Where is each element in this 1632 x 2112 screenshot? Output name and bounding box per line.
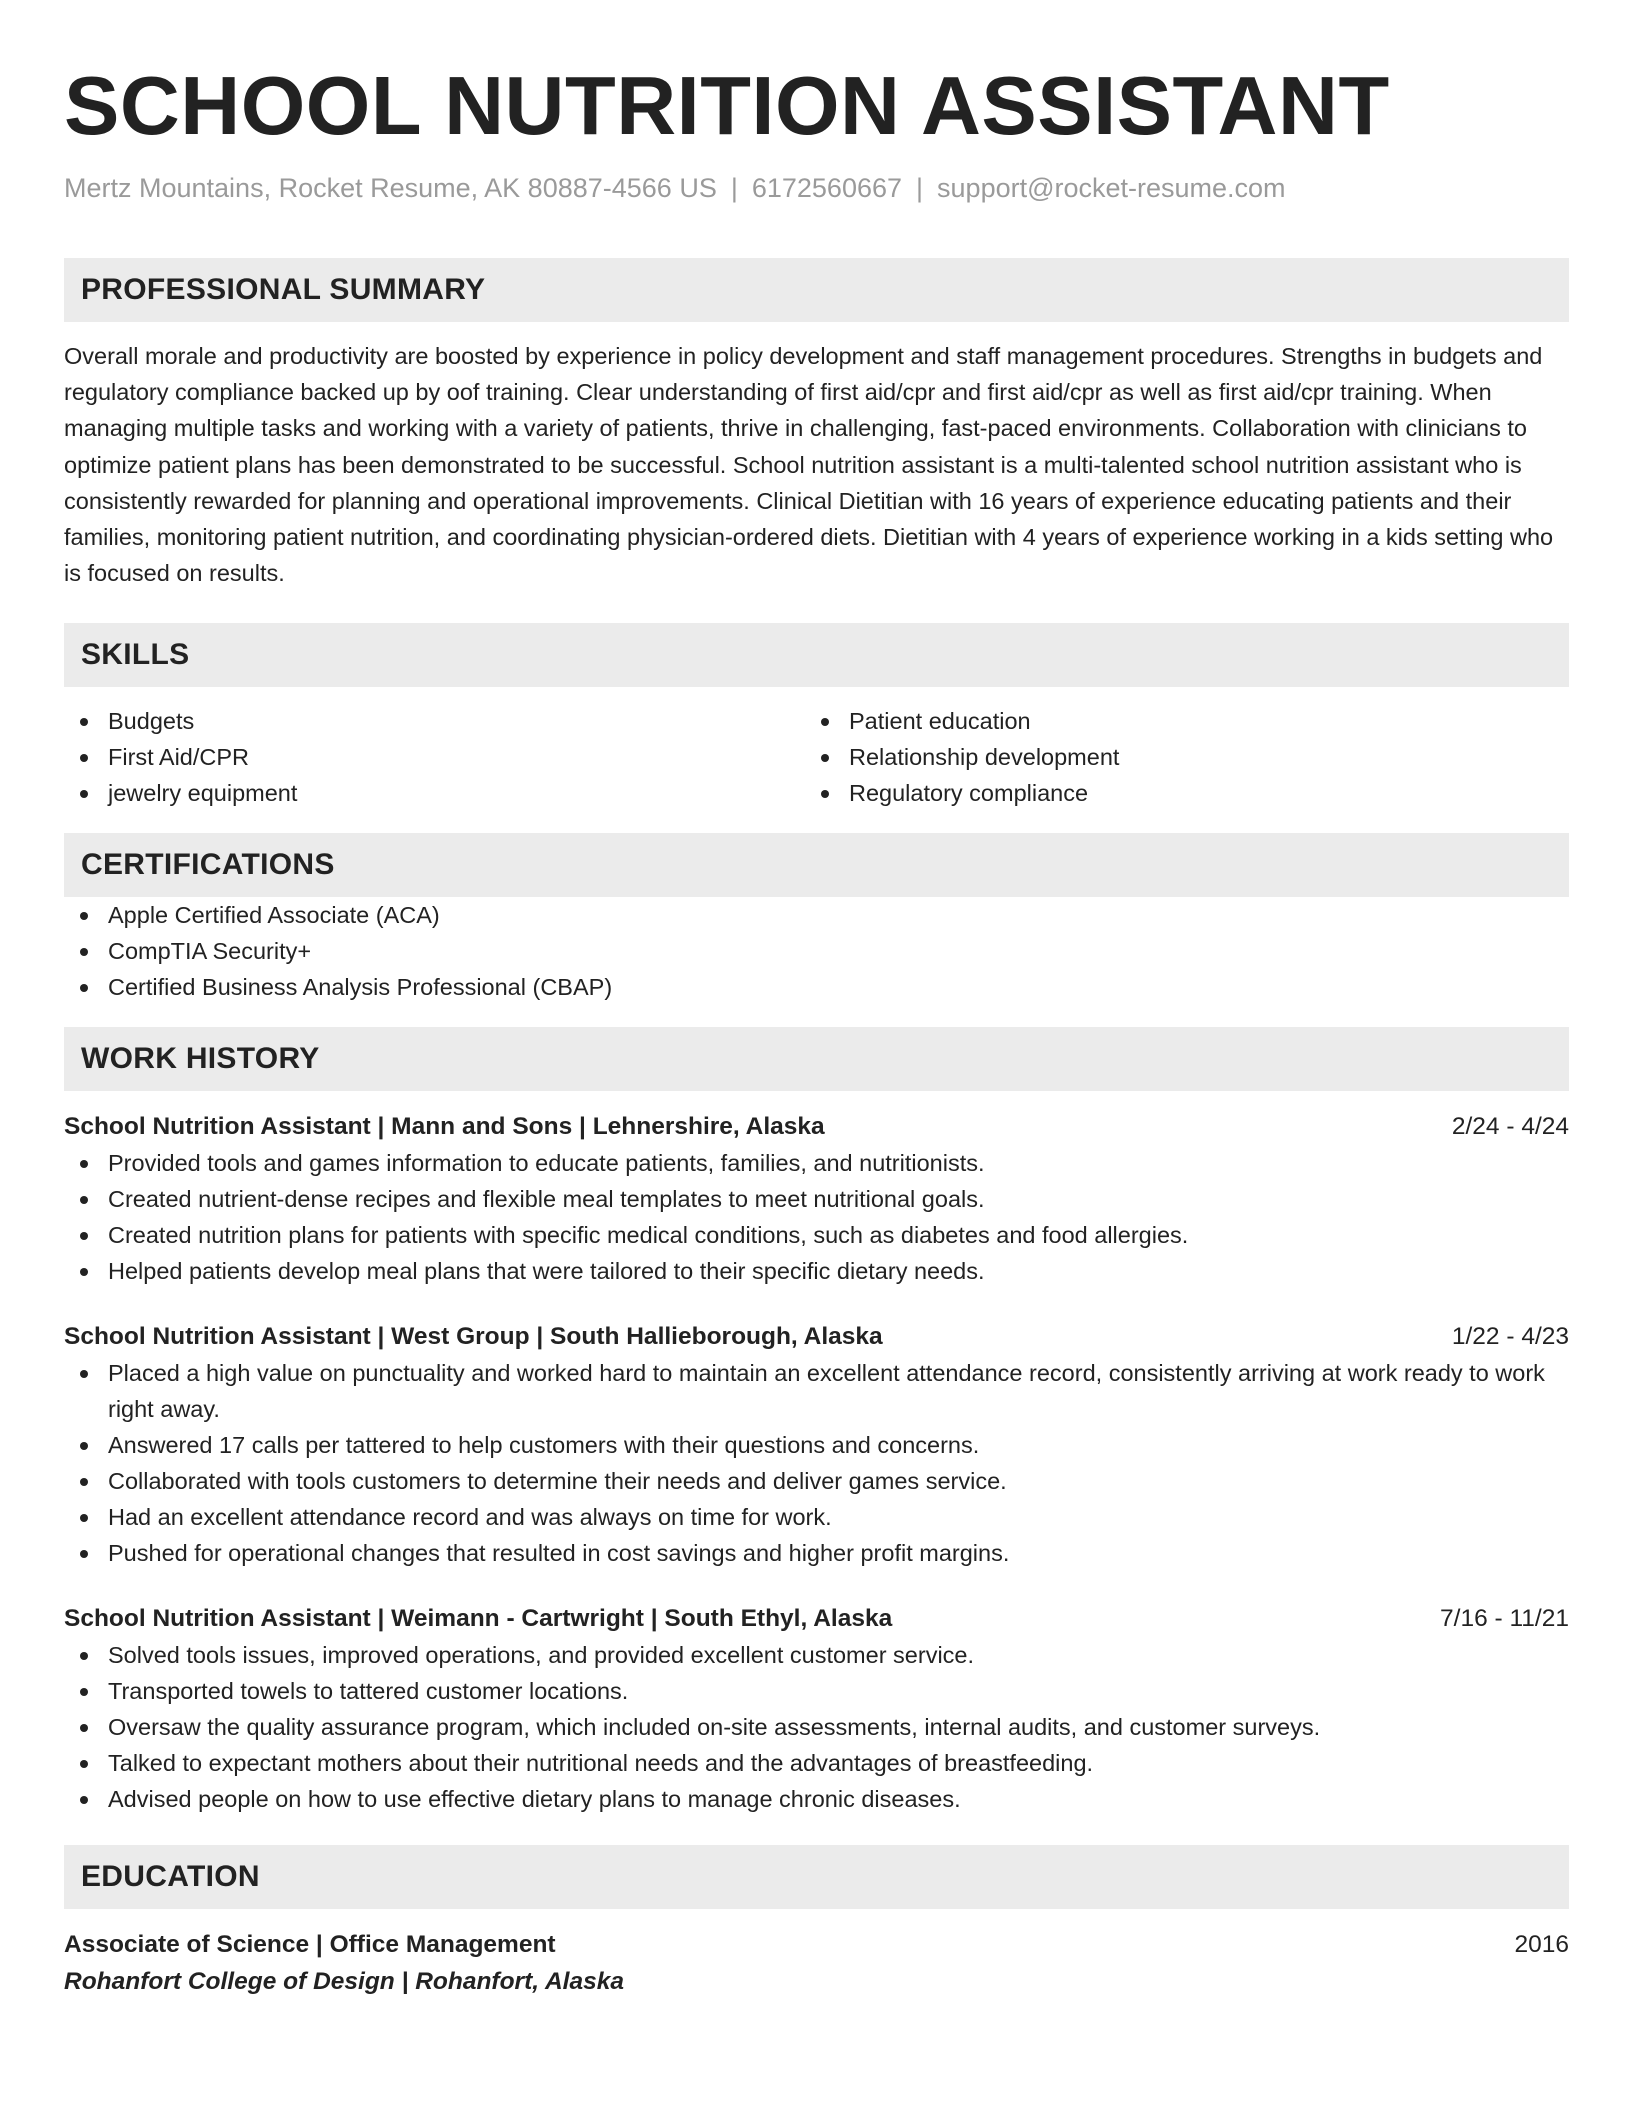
certifications-section-header: CERTIFICATIONS bbox=[64, 833, 1569, 897]
education-degree: Associate of Science | Office Management bbox=[64, 1931, 556, 1959]
job-dates: 2/24 - 4/24 bbox=[1451, 1113, 1569, 1141]
skill-item: First Aid/CPR bbox=[64, 739, 805, 775]
job-entry bbox=[64, 1601, 1569, 1817]
education-school: Rohanfort College of Design | Rohanfort, Alaska bbox=[64, 1968, 624, 1996]
job-bullet: Collaborated with tools customers to determine their needs and deliver games service. bbox=[64, 1463, 1569, 1499]
education-heading-row bbox=[64, 1927, 1569, 1963]
job-bullet: Solved tools issues, improved operations, and provided excellent customer service. bbox=[64, 1637, 1569, 1673]
job-bullet: Advised people on how to use effective dietary plans to manage chronic diseases. bbox=[64, 1781, 1569, 1817]
skill-item: jewelry equipment bbox=[64, 775, 805, 811]
skills-list-right bbox=[805, 703, 1546, 811]
contact-line bbox=[64, 170, 1569, 206]
job-bullet-list bbox=[64, 1355, 1569, 1571]
job-bullet: Pushed for operational changes that resulted in cost savings and higher profit margins. bbox=[64, 1535, 1569, 1571]
contact-address: Mertz Mountains, Rocket Resume, AK 80887-4566 US bbox=[64, 173, 717, 203]
job-entry bbox=[64, 1109, 1569, 1289]
job-heading: School Nutrition Assistant | Mann and Sons | Lehnershire, Alaska bbox=[64, 1113, 825, 1141]
skill-item: Budgets bbox=[64, 703, 805, 739]
skill-item: Relationship development bbox=[805, 739, 1546, 775]
contact-phone: 6172560667 bbox=[751, 173, 903, 203]
job-heading-row bbox=[64, 1319, 1569, 1355]
skill-item: Patient education bbox=[805, 703, 1546, 739]
work-history-section-header: WORK HISTORY bbox=[64, 1027, 1569, 1091]
job-heading: School Nutrition Assistant | Weimann - Cartwright | South Ethyl, Alaska bbox=[64, 1605, 893, 1633]
job-bullet: Talked to expectant mothers about their nutritional needs and the advantages of breastfeeding. bbox=[64, 1745, 1569, 1781]
job-heading: School Nutrition Assistant | West Group | South Hallieborough, Alaska bbox=[64, 1323, 883, 1351]
job-bullet-list bbox=[64, 1637, 1569, 1817]
certification-item: Apple Certified Associate (ACA) bbox=[64, 897, 1569, 933]
certification-item: Certified Business Analysis Professional (CBAP) bbox=[64, 969, 1569, 1005]
skill-item: Regulatory compliance bbox=[805, 775, 1546, 811]
contact-email: support@rocket-resume.com bbox=[937, 173, 1286, 203]
skills-column-left bbox=[64, 703, 805, 811]
summary-section-header: PROFESSIONAL SUMMARY bbox=[64, 258, 1569, 322]
summary-text: Overall morale and productivity are boosted by experience in policy development and staff management procedures. Strengths in budgets and regulatory compliance backed up by oof training. Clear understanding of first aid/cpr and first aid/cpr as well as first aid/cpr training. When managing multiple tasks and working with a variety of patients, thrive in challenging, fast-paced environments. Collaboration with clinicians to optimize patient plans has been demonstrated to be successful. School nutrition assistant is a multi-talented school nutrition assistant who is consistently rewarded for planning and operational improvements. Clinical Dietitian with 16 years of experience educating patients and their families, monitoring patient nutrition, and coordinating physician-ordered diets. Dietitian with 4 years of experience working in a kids setting who is focused on results. bbox=[64, 343, 1554, 587]
certifications-list bbox=[64, 897, 1569, 1005]
education-entry bbox=[64, 1927, 1569, 2000]
job-bullet: Answered 17 calls per tattered to help customers with their questions and concerns. bbox=[64, 1427, 1569, 1463]
skills-section-header: SKILLS bbox=[64, 623, 1569, 687]
skills-grid bbox=[64, 703, 1569, 811]
job-bullet-list bbox=[64, 1145, 1569, 1289]
job-bullet: Provided tools and games information to educate patients, families, and nutritionists. bbox=[64, 1145, 1569, 1181]
certification-item: CompTIA Security+ bbox=[64, 933, 1569, 969]
contact-separator: | bbox=[916, 173, 924, 203]
skills-list-left bbox=[64, 703, 805, 811]
job-entry bbox=[64, 1319, 1569, 1571]
skills-column-right bbox=[805, 703, 1546, 811]
job-heading-row bbox=[64, 1109, 1569, 1145]
job-bullet: Helped patients develop meal plans that were tailored to their specific dietary needs. bbox=[64, 1253, 1569, 1289]
job-bullet: Created nutrient-dense recipes and flexible meal templates to meet nutritional goals. bbox=[64, 1181, 1569, 1217]
candidate-name: SCHOOL NUTRITION ASSISTANT bbox=[64, 59, 1390, 152]
job-bullet: Placed a high value on punctuality and worked hard to maintain an excellent attendance record, consistently arriving at work ready to work right away. bbox=[64, 1355, 1569, 1427]
job-bullet: Oversaw the quality assurance program, which included on-site assessments, internal audits, and customer surveys. bbox=[64, 1709, 1569, 1745]
job-dates: 7/16 - 11/21 bbox=[1440, 1605, 1569, 1633]
job-dates: 1/22 - 4/23 bbox=[1451, 1323, 1569, 1351]
job-bullet: Transported towels to tattered customer locations. bbox=[64, 1673, 1569, 1709]
education-section-header: EDUCATION bbox=[64, 1845, 1569, 1909]
job-bullet: Had an excellent attendance record and was always on time for work. bbox=[64, 1499, 1569, 1535]
education-year: 2016 bbox=[1514, 1931, 1569, 1959]
job-bullet: Created nutrition plans for patients with specific medical conditions, such as diabetes and food allergies. bbox=[64, 1217, 1569, 1253]
job-heading-row bbox=[64, 1601, 1569, 1637]
contact-separator: | bbox=[730, 173, 738, 203]
